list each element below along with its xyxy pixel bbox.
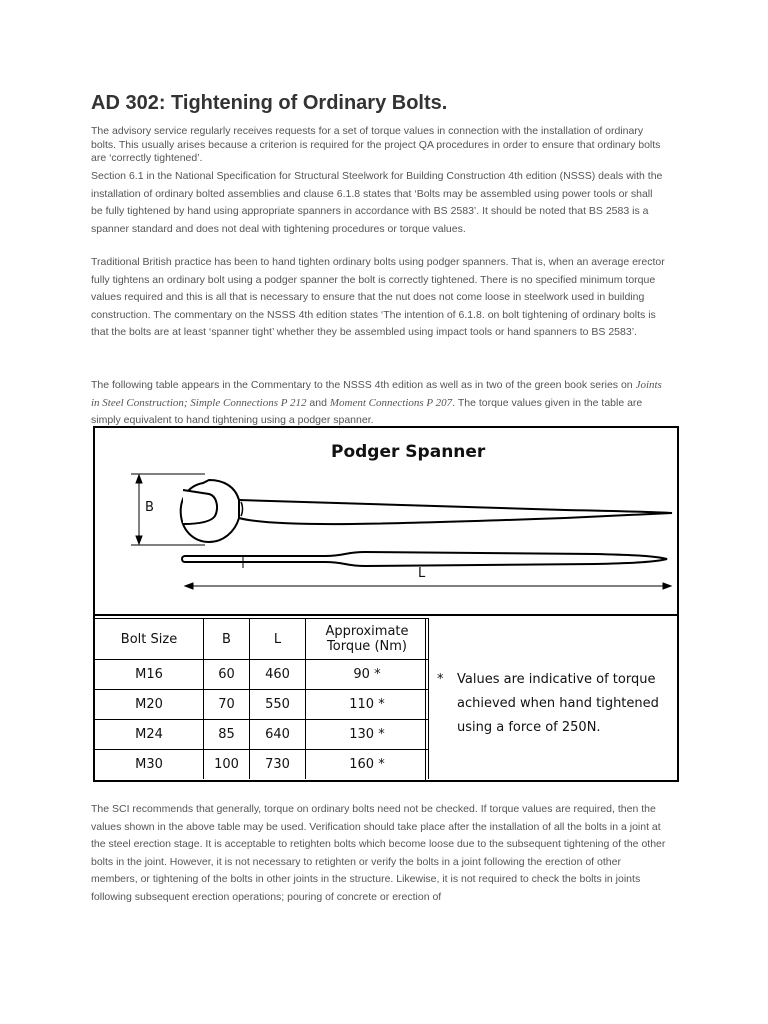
table-row: [95, 660, 429, 690]
page-title: AD 302: Tightening of Ordinary Bolts.: [91, 92, 448, 114]
label-l: L: [418, 566, 426, 581]
cell-torque: 90 *: [306, 660, 429, 690]
spanner-shaft-top: [239, 500, 672, 524]
table-header-row: [95, 619, 429, 660]
cell-bolt-size: M24: [95, 720, 204, 750]
dimension-l: [185, 583, 671, 589]
header-l: L: [250, 619, 306, 660]
paragraph-nsss-section: Section 6.1 in the National Specification for Structural Steelwork for Building Construction 4th edition (NSSS) deals with the installation of ordinary bolted assemblies and clause 6.1.8 states that ‘Bolts may be assembled using power tools or shall be fully tightened by hand using appropriate spanners in accordance with BS 2583’. It should be noted that BS 2583 is a spanner standard and does not deal with tightening procedures or torque values.: [91, 170, 663, 235]
cell-b: 60: [204, 660, 250, 690]
torque-note: [437, 668, 677, 740]
spanner-side-view: [182, 552, 667, 566]
spanner-jaw: [183, 490, 217, 524]
cell-torque: 160 *: [306, 750, 429, 780]
paragraph-table-intro: [91, 377, 666, 430]
paragraph-sci-recommendation: The SCI recommends that generally, torque on ordinary bolts need not be checked. If torque values are required, then the values shown in the above table may be used. Verification should take place after the installation of all the bolts in a joint at the steel erection stage. It is acceptable to retighten bolts which become loose due to the subsequent tightening of the other bolts in the joint. However, it is not necessary to retighten or verify the bolts in a joint following the erection of other members, or tightening of the bolts in other joints in the structure. Likewise, it is not required to check the bolts in joints following subsequent erection operations; pouring of concrete or erection of: [91, 803, 666, 903]
header-torque: Approximate Torque (Nm): [306, 619, 429, 660]
reference-moment-connections: Moment Connections P 207: [329, 396, 453, 409]
table-intro-text-b: and: [306, 396, 330, 409]
cell-b: 85: [204, 720, 250, 750]
table-row: [95, 690, 429, 720]
note-text: Values are indicative of torque achieved when hand tightened using a force of 250N.: [457, 672, 659, 735]
cell-b: 70: [204, 690, 250, 720]
note-divider: [425, 618, 426, 782]
torque-table: [95, 618, 429, 779]
table-intro-text-c: . The torque values given in the table are simply equivalent to hand tightening using a podger spanner.: [91, 396, 643, 426]
cell-l: 640: [250, 720, 306, 750]
label-b: B: [145, 500, 154, 515]
cell-bolt-size: M20: [95, 690, 204, 720]
cell-l: 550: [250, 690, 306, 720]
table-row: [95, 720, 429, 750]
table-row: [95, 750, 429, 780]
figure-title: Podger Spanner: [331, 442, 486, 462]
podger-spanner-drawing: [95, 428, 677, 612]
header-bolt-size: Bolt Size: [95, 619, 204, 660]
cell-l: 460: [250, 660, 306, 690]
cell-torque: 110 *: [306, 690, 429, 720]
paragraph-british-practice: Traditional British practice has been to hand tighten ordinary bolts using podger spanners. That is, when an average erector fully tightens an ordinary bolt using a podger spanner the bolt is correctly tightened. There is no specified minimum torque values required and this is all that is necessary to ensure that the nut does not come loose in steelwork used in building construction. The commentary on the NSSS 4th edition states ‘The intention of 6.1.8. on bolt tightening of ordinary bolts is that the bolts are at least ‘spanner tight’ whether they be assembled using impact tools or hand spanners to BS 2583’.: [91, 256, 665, 338]
figure-divider: [95, 614, 677, 616]
cell-bolt-size: M16: [95, 660, 204, 690]
cell-b: 100: [204, 750, 250, 780]
note-asterisk: *: [437, 672, 444, 687]
shaft-center-mark: [241, 502, 243, 516]
cell-l: 730: [250, 750, 306, 780]
podger-spanner-figure: [93, 426, 679, 782]
cell-torque: 130 *: [306, 720, 429, 750]
reference-simple-connections: Joints in Steel Construction; Simple Connections P 212: [91, 379, 662, 409]
cell-bolt-size: M30: [95, 750, 204, 780]
paragraph-intro: The advisory service regularly receives requests for a set of torque values in connection with the installation of ordinary bolts. This usually arises because a criterion is required for the project QA procedures in order to ensure that ordinary bolts are ‘correctly tightened’.: [91, 125, 661, 164]
table-intro-text-a: The following table appears in the Commentary to the NSSS 4th edition as well as in two of the green book series on: [91, 379, 636, 391]
header-b: B: [204, 619, 250, 660]
